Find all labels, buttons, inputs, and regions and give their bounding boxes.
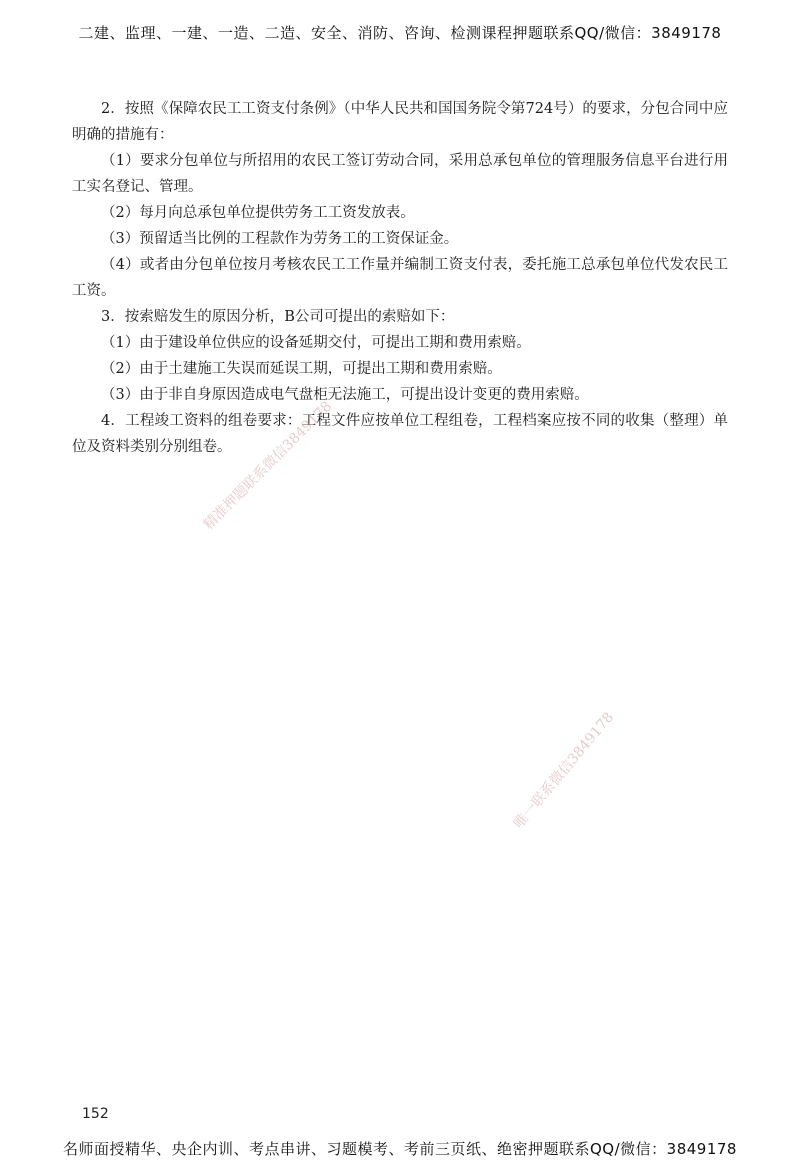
paragraph: （2）每月向总承包单位提供劳务工工资发放表。 [101,205,415,221]
paragraph: （1）要求分包单位与所招用的农民工签订劳动合同，采用总承包单位的管理服务信息平台进行用工实名登记、管理。 [72,153,728,195]
paragraph: （3）由于非自身原因造成电气盘柜无法施工，可提出设计变更的费用索赔。 [101,387,589,403]
answer-content [72,96,728,460]
watermark: 精准押题联系微信3849178 [200,398,336,534]
page-number: 152 [82,1106,109,1122]
paragraph: 2．按照《保障农民工工资支付条例》（中华人民共和国国务院令第724号）的要求，分包合同中应明确的措施有： [72,101,728,143]
header-banner: 二建、监理、一建、一造、二造、安全、消防、咨询、检测课程押题联系QQ/微信：3849178 [78,24,722,42]
paragraph: 4．工程竣工资料的组卷要求：工程文件应按单位工程组卷，工程档案应按不同的收集（整理）单位及资料类别分别组卷。 [72,413,728,455]
paragraph: 3．按索赔发生的原因分析，B公司可提出的索赔如下： [101,309,455,325]
watermark: 唯一联系微信3849178 [510,709,618,832]
paragraph: （3）预留适当比例的工程款作为劳务工的工资保证金。 [101,231,459,247]
paragraph: （1）由于建设单位供应的设备延期交付，可提出工期和费用索赔。 [101,335,531,351]
paragraph: （4）或者由分包单位按月考核农民工工作量并编制工资支付表，委托施工总承包单位代发农民工工资。 [72,257,728,299]
footer-banner: 名师面授精华、央企内训、考点串讲、习题模考、考前三页纸、绝密押题联系QQ/微信：3849178 [63,1140,737,1158]
paragraph: （2）由于土建施工失误而延误工期，可提出工期和费用索赔。 [101,361,502,377]
